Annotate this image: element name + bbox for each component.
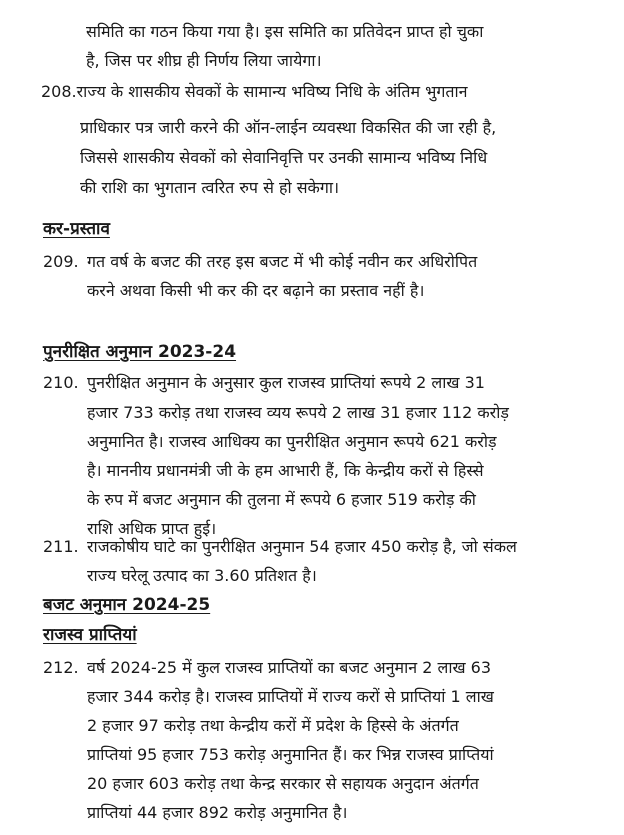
para-210-line-2: हजार 733 करोड़ तथा राजस्व व्यय रूपये 2 लाख 31 हजार 112 करोड़ [87,403,509,422]
para-212-line-2: हजार 344 करोड़ है। राजस्व प्राप्तियों में राज्य करों से प्राप्तियां 1 लाख [87,687,494,706]
para-211-line-1: राजकोषीय घाटे का पुनरीक्षित अनुमान 54 हजार 450 करोड़ है, जो संकल [87,537,517,556]
heading-revenue-receipts: राजस्व प्राप्तियां [43,625,137,645]
intro-line-1: समिति का गठन किया गया है। इस समिति का प्रतिवेदन प्राप्त हो चुका [86,22,484,41]
heading-budget-estimate: बजट अनुमान 2024-25 [43,595,211,615]
para-209-line-1: गत वर्ष के बजट की तरह इस बजट में भी कोई नवीन कर अधिरोपित [87,252,478,271]
para-212-line-6: प्राप्तियां 44 हजार 892 करोड़ अनुमानित है। [87,803,348,822]
para-209-number: 209. [43,252,79,271]
heading-tax-proposal: कर-प्रस्ताव [43,219,110,239]
intro-line-2: है, जिस पर शीघ्र ही निर्णय लिया जायेगा। [86,51,322,70]
para-212-line-3: 2 हजार 97 करोड़ तथा केन्द्रीय करों में प्रदेश के हिस्से के अंतर्गत [87,716,459,735]
para-210-line-3: अनुमानित है। राजस्व आधिक्य का पुनरीक्षित अनुमान रूपये 621 करोड़ [87,432,497,451]
para-208-line-4: की राशि का भुगतान त्वरित रुप से हो सकेगा। [80,178,340,197]
para-208-line-1: 208.राज्य के शासकीय सेवकों के सामान्य भविष्य निधि के अंतिम भुगतान [41,82,468,101]
para-208-line-2: प्राधिकार पत्र जारी करने की ऑन-लाईन व्यवस्था विकसित की जा रही है, [80,118,497,137]
para-209-line-2: करने अथवा किसी भी कर की दर बढ़ाने का प्रस्ताव नहीं है। [87,281,425,300]
para-212-line-1: वर्ष 2024-25 में कुल राजस्व प्राप्तियों का बजट अनुमान 2 लाख 63 [87,658,492,677]
para-210-line-4: है। माननीय प्रधानमंत्री जी के हम आभारी हैं, कि केन्द्रीय करों से हिस्से [87,461,484,480]
para-210-number: 210. [43,373,79,392]
para-210-line-5: के रुप में बजट अनुमान की तुलना में रूपये 6 हजार 519 करोड़ की [87,490,476,509]
para-212-number: 212. [43,658,79,677]
para-208-line-3: जिससे शासकीय सेवकों को सेवानिवृत्ति पर उनकी सामान्य भविष्य निधि [80,148,488,167]
para-211-number: 211. [43,537,79,556]
para-210-line-1: पुनरीक्षित अनुमान के अनुसार कुल राजस्व प्राप्तियां रूपये 2 लाख 31 [87,373,485,392]
para-211-line-2: राज्य घरेलू उत्पाद का 3.60 प्रतिशत है। [87,566,317,585]
para-210-line-6: राशि अधिक प्राप्त हुई। [87,519,217,538]
para-212-line-5: 20 हजार 603 करोड़ तथा केन्द्र सरकार से सहायक अनुदान अंतर्गत [87,774,479,793]
heading-revised-estimate: पुनरीक्षित अनुमान 2023-24 [43,342,237,362]
para-212-line-4: प्राप्तियां 95 हजार 753 करोड़ अनुमानित हैं। कर भिन्न राजस्व प्राप्तियां [87,745,494,764]
